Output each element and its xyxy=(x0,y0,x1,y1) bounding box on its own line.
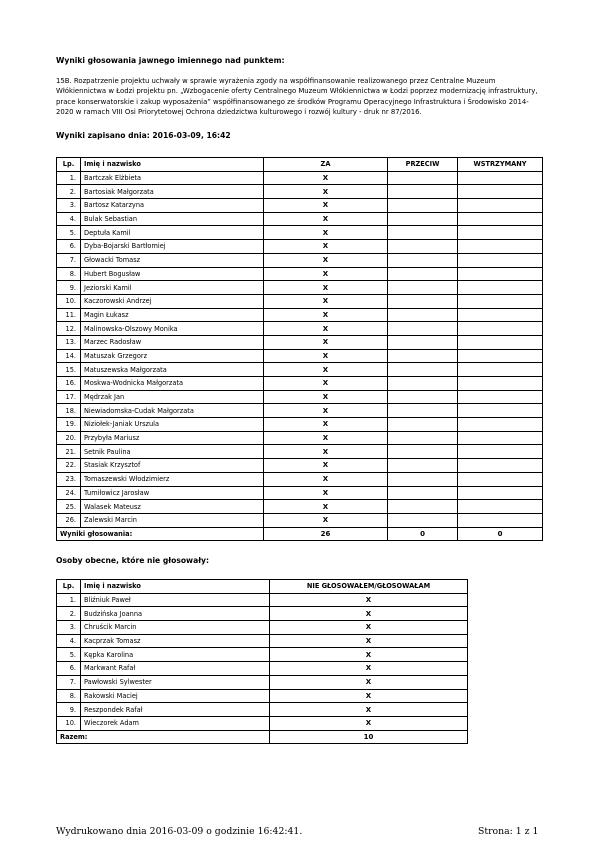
row-name: Bulak Sebastian xyxy=(81,212,264,226)
row-name: Stasiak Krzysztof xyxy=(81,459,264,473)
row-name: Zalewski Marcin xyxy=(81,513,264,527)
table-row xyxy=(57,607,468,621)
row-wstrzymany-mark xyxy=(458,322,543,336)
table-row xyxy=(57,472,543,486)
row-lp: 20. xyxy=(57,431,81,445)
row-name: Pawłowski Sylwester xyxy=(81,675,270,689)
row-lp: 9. xyxy=(57,281,81,295)
row-wstrzymany-mark xyxy=(458,308,543,322)
table-row xyxy=(57,240,543,254)
row-name: Bartosz Katarzyna xyxy=(81,199,264,213)
row-przeciw-mark xyxy=(388,171,458,185)
row-przeciw-mark xyxy=(388,335,458,349)
row-przeciw-mark xyxy=(388,240,458,254)
row-wstrzymany-mark xyxy=(458,418,543,432)
row-za-mark: X xyxy=(264,281,388,295)
row-name: Niewiadomska-Cudak Małgorzata xyxy=(81,404,264,418)
row-lp: 23. xyxy=(57,472,81,486)
row-za-mark: X xyxy=(264,472,388,486)
printed-timestamp: Wydrukowano dnia 2016-03-09 o godzinie 16:42:41. xyxy=(56,826,303,837)
table-row xyxy=(57,199,543,213)
row-lp: 1. xyxy=(57,593,81,607)
row-lp: 24. xyxy=(57,486,81,500)
row-za-mark: X xyxy=(264,212,388,226)
table-row xyxy=(57,308,543,322)
row-name: Moskwa-Wodnicka Małgorzata xyxy=(81,377,264,391)
row-lp: 2. xyxy=(57,607,81,621)
row-name: Niziołek-Janiak Urszula xyxy=(81,418,264,432)
row-status-mark: X xyxy=(270,593,468,607)
table-row xyxy=(57,689,468,703)
row-lp: 22. xyxy=(57,459,81,473)
table-row xyxy=(57,634,468,648)
row-przeciw-mark xyxy=(388,431,458,445)
row-za-mark: X xyxy=(264,308,388,322)
row-name: Kępka Karolina xyxy=(81,648,270,662)
row-status-mark: X xyxy=(270,662,468,676)
row-name: Matuszewska Małgorzata xyxy=(81,363,264,377)
row-lp: 19. xyxy=(57,418,81,432)
row-za-mark: X xyxy=(264,377,388,391)
table-row xyxy=(57,431,543,445)
header-name: Imię i nazwisko xyxy=(81,158,264,172)
row-status-mark: X xyxy=(270,675,468,689)
row-lp: 26. xyxy=(57,513,81,527)
row-lp: 10. xyxy=(57,716,81,730)
table-row xyxy=(57,212,543,226)
row-lp: 7. xyxy=(57,253,81,267)
table-row xyxy=(57,281,543,295)
row-przeciw-mark xyxy=(388,404,458,418)
row-lp: 17. xyxy=(57,390,81,404)
row-wstrzymany-mark xyxy=(458,363,543,377)
row-przeciw-mark xyxy=(388,377,458,391)
row-za-mark: X xyxy=(264,513,388,527)
row-za-mark: X xyxy=(264,431,388,445)
row-przeciw-mark xyxy=(388,294,458,308)
row-przeciw-mark xyxy=(388,212,458,226)
row-status-mark: X xyxy=(270,648,468,662)
row-wstrzymany-mark xyxy=(458,212,543,226)
row-za-mark: X xyxy=(264,185,388,199)
table-row xyxy=(57,459,543,473)
total-przeciw: 0 xyxy=(388,527,458,541)
row-wstrzymany-mark xyxy=(458,226,543,240)
row-za-mark: X xyxy=(264,322,388,336)
row-za-mark: X xyxy=(264,418,388,432)
row-lp: 5. xyxy=(57,226,81,240)
row-name: Mędrzak Jan xyxy=(81,390,264,404)
agenda-item-description: 15B. Rozpatrzenie projektu uchwały w sprawie wyrażenia zgody na współfinansowanie realizowanego przez Centralne Muzeum Włókiennictwa w Łodzi projektu pn. „Wzbogacenie oferty Centralnego Muzeum Włókiennictwa w Łodzi poprzez modernizację infrastruktury, prace konserwatorskie i zakup wyposażenia” współfinansowanego ze środków Programu Operacyjnego Infrastruktura i Środowisko 2014-2020 w ramach VIII Osi Priorytetowej Ochrona dziedzictwa kulturowego i rozwój kultury - druk nr 87/2016. xyxy=(56,77,538,116)
table-row xyxy=(57,486,543,500)
total-za: 26 xyxy=(264,527,388,541)
row-lp: 8. xyxy=(57,689,81,703)
table-row xyxy=(57,294,543,308)
row-lp: 3. xyxy=(57,621,81,635)
row-name: Marzec Radosław xyxy=(81,335,264,349)
row-name: Tomaszewski Włodzimierz xyxy=(81,472,264,486)
row-wstrzymany-mark xyxy=(458,185,543,199)
row-przeciw-mark xyxy=(388,459,458,473)
row-za-mark: X xyxy=(264,267,388,281)
table-row xyxy=(57,349,543,363)
row-przeciw-mark xyxy=(388,267,458,281)
absent-voters-table xyxy=(56,579,468,744)
table-row xyxy=(57,253,543,267)
row-name: Głowacki Tomasz xyxy=(81,253,264,267)
row-przeciw-mark xyxy=(388,445,458,459)
row-za-mark: X xyxy=(264,459,388,473)
total-wstrzymany: 0 xyxy=(458,527,543,541)
row-wstrzymany-mark xyxy=(458,500,543,514)
row-przeciw-mark xyxy=(388,349,458,363)
header-wstrzymany: WSTRZYMANY xyxy=(458,158,543,172)
table-row xyxy=(57,500,543,514)
table-row xyxy=(57,716,468,730)
total-label: Razem: xyxy=(57,730,270,744)
row-name: Jeziorski Kamil xyxy=(81,281,264,295)
row-za-mark: X xyxy=(264,253,388,267)
row-status-mark: X xyxy=(270,689,468,703)
row-name: Tumiłowicz Jarosław xyxy=(81,486,264,500)
row-lp: 18. xyxy=(57,404,81,418)
vote-table-header-row xyxy=(57,158,543,172)
row-przeciw-mark xyxy=(388,199,458,213)
row-status-mark: X xyxy=(270,703,468,717)
row-wstrzymany-mark xyxy=(458,390,543,404)
table-row xyxy=(57,593,468,607)
row-przeciw-mark xyxy=(388,363,458,377)
row-za-mark: X xyxy=(264,445,388,459)
row-status-mark: X xyxy=(270,634,468,648)
row-za-mark: X xyxy=(264,486,388,500)
row-lp: 4. xyxy=(57,212,81,226)
row-przeciw-mark xyxy=(388,308,458,322)
row-lp: 12. xyxy=(57,322,81,336)
row-name: Wieczorek Adam xyxy=(81,716,270,730)
table-row xyxy=(57,363,543,377)
row-przeciw-mark xyxy=(388,226,458,240)
header-status: NIE GŁOSOWAŁEM/GŁOSOWAŁAM xyxy=(270,580,468,594)
row-lp: 1. xyxy=(57,171,81,185)
header-za: ZA xyxy=(264,158,388,172)
row-przeciw-mark xyxy=(388,253,458,267)
row-name: Walasek Mateusz xyxy=(81,500,264,514)
row-name: Malinowska-Olszowy Monika xyxy=(81,322,264,336)
table-row xyxy=(57,513,543,527)
section-heading: Wyniki głosowania jawnego imiennego nad punktem: xyxy=(56,56,285,65)
row-wstrzymany-mark xyxy=(458,513,543,527)
row-lp: 14. xyxy=(57,349,81,363)
row-name: Magin Łukasz xyxy=(81,308,264,322)
row-lp: 6. xyxy=(57,240,81,254)
row-przeciw-mark xyxy=(388,486,458,500)
row-przeciw-mark xyxy=(388,472,458,486)
table-row xyxy=(57,662,468,676)
row-name: Bartosiak Małgorzata xyxy=(81,185,264,199)
total-status: 10 xyxy=(270,730,468,744)
table-row xyxy=(57,418,543,432)
table-row xyxy=(57,621,468,635)
table-row xyxy=(57,267,543,281)
absent-section-title: Osoby obecne, które nie głosowały: xyxy=(56,556,210,565)
table-row xyxy=(57,390,543,404)
row-name: Kaczorowski Andrzej xyxy=(81,294,264,308)
row-wstrzymany-mark xyxy=(458,404,543,418)
recorded-timestamp: Wyniki zapisano dnia: 2016-03-09, 16:42 xyxy=(56,131,231,140)
row-lp: 15. xyxy=(57,363,81,377)
row-przeciw-mark xyxy=(388,513,458,527)
vote-total-row xyxy=(57,527,543,541)
row-lp: 5. xyxy=(57,648,81,662)
header-lp: Lp. xyxy=(57,158,81,172)
table-row xyxy=(57,377,543,391)
row-wstrzymany-mark xyxy=(458,171,543,185)
row-lp: 13. xyxy=(57,335,81,349)
row-name: Matuszak Grzegorz xyxy=(81,349,264,363)
row-name: Bliźniuk Paweł xyxy=(81,593,270,607)
row-za-mark: X xyxy=(264,199,388,213)
row-name: Chruścik Marcin xyxy=(81,621,270,635)
table-row xyxy=(57,404,543,418)
row-name: Markwant Rafał xyxy=(81,662,270,676)
row-przeciw-mark xyxy=(388,322,458,336)
row-name: Dyba-Bojarski Bartłomiej xyxy=(81,240,264,254)
row-wstrzymany-mark xyxy=(458,486,543,500)
row-wstrzymany-mark xyxy=(458,349,543,363)
table-row xyxy=(57,322,543,336)
absent-total-row xyxy=(57,730,468,744)
vote-results-table xyxy=(56,157,543,541)
row-name: Budzińska Joanna xyxy=(81,607,270,621)
row-przeciw-mark xyxy=(388,418,458,432)
table-row xyxy=(57,703,468,717)
header-przeciw: PRZECIW xyxy=(388,158,458,172)
row-lp: 25. xyxy=(57,500,81,514)
row-name: Reszpondek Rafał xyxy=(81,703,270,717)
row-lp: 8. xyxy=(57,267,81,281)
row-wstrzymany-mark xyxy=(458,199,543,213)
absent-table-header-row xyxy=(57,580,468,594)
row-lp: 7. xyxy=(57,675,81,689)
row-lp: 9. xyxy=(57,703,81,717)
row-wstrzymany-mark xyxy=(458,253,543,267)
row-name: Rakowski Maciej xyxy=(81,689,270,703)
row-wstrzymany-mark xyxy=(458,445,543,459)
row-name: Bartczak Elżbieta xyxy=(81,171,264,185)
row-wstrzymany-mark xyxy=(458,459,543,473)
row-za-mark: X xyxy=(264,390,388,404)
row-wstrzymany-mark xyxy=(458,335,543,349)
header-name: Imię i nazwisko xyxy=(81,580,270,594)
table-row xyxy=(57,445,543,459)
row-name: Setnik Paulina xyxy=(81,445,264,459)
row-za-mark: X xyxy=(264,349,388,363)
row-lp: 11. xyxy=(57,308,81,322)
table-row xyxy=(57,185,543,199)
row-za-mark: X xyxy=(264,226,388,240)
row-name: Kacprzak Tomasz xyxy=(81,634,270,648)
row-wstrzymany-mark xyxy=(458,377,543,391)
table-row xyxy=(57,675,468,689)
row-przeciw-mark xyxy=(388,281,458,295)
row-lp: 21. xyxy=(57,445,81,459)
table-row xyxy=(57,648,468,662)
row-wstrzymany-mark xyxy=(458,294,543,308)
row-wstrzymany-mark xyxy=(458,431,543,445)
row-za-mark: X xyxy=(264,240,388,254)
row-lp: 6. xyxy=(57,662,81,676)
row-przeciw-mark xyxy=(388,185,458,199)
table-row xyxy=(57,226,543,240)
row-przeciw-mark xyxy=(388,390,458,404)
row-za-mark: X xyxy=(264,404,388,418)
row-za-mark: X xyxy=(264,294,388,308)
row-status-mark: X xyxy=(270,716,468,730)
row-lp: 2. xyxy=(57,185,81,199)
row-za-mark: X xyxy=(264,335,388,349)
row-za-mark: X xyxy=(264,363,388,377)
header-lp: Lp. xyxy=(57,580,81,594)
row-za-mark: X xyxy=(264,500,388,514)
row-lp: 10. xyxy=(57,294,81,308)
row-wstrzymany-mark xyxy=(458,472,543,486)
row-status-mark: X xyxy=(270,621,468,635)
page-number: Strona: 1 z 1 xyxy=(478,826,539,837)
row-wstrzymany-mark xyxy=(458,267,543,281)
total-label: Wyniki głosowania: xyxy=(57,527,264,541)
row-za-mark: X xyxy=(264,171,388,185)
row-wstrzymany-mark xyxy=(458,281,543,295)
row-name: Deptuła Kamil xyxy=(81,226,264,240)
row-lp: 16. xyxy=(57,377,81,391)
row-lp: 4. xyxy=(57,634,81,648)
row-przeciw-mark xyxy=(388,500,458,514)
row-status-mark: X xyxy=(270,607,468,621)
row-name: Przybyła Mariusz xyxy=(81,431,264,445)
table-row xyxy=(57,171,543,185)
row-lp: 3. xyxy=(57,199,81,213)
row-wstrzymany-mark xyxy=(458,240,543,254)
table-row xyxy=(57,335,543,349)
row-name: Hubert Bogusław xyxy=(81,267,264,281)
